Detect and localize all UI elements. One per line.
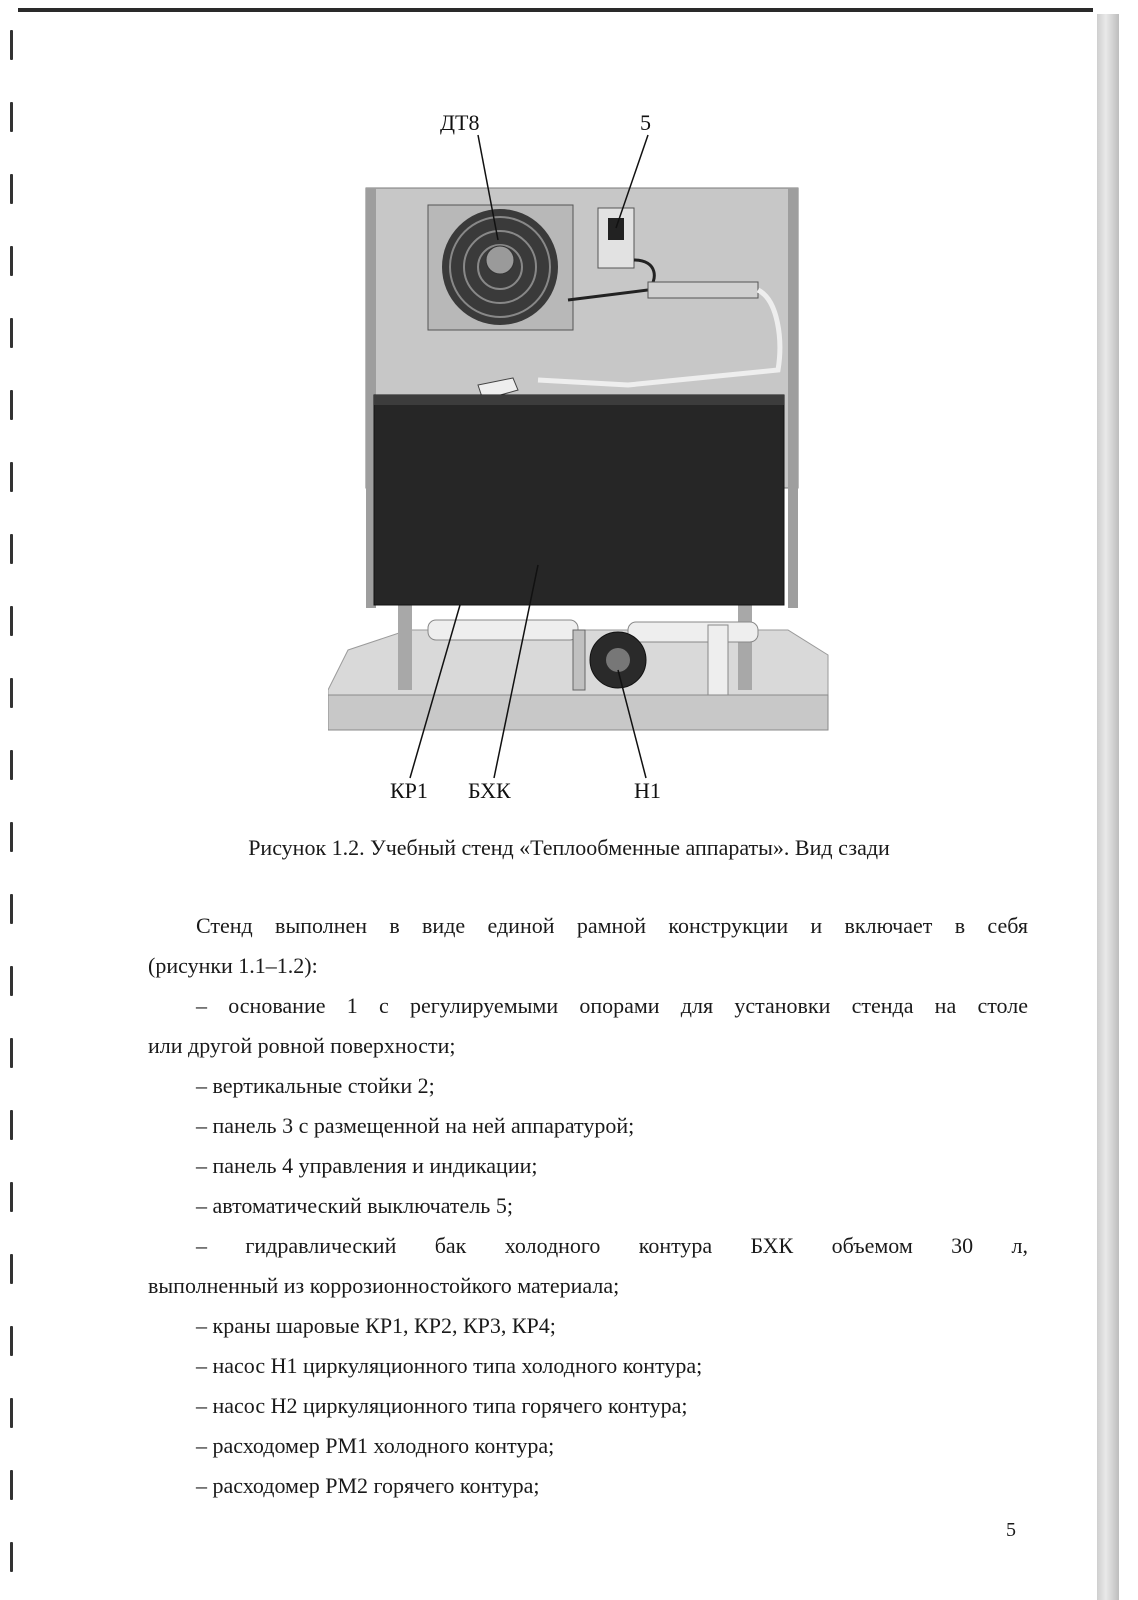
list-item-7: – краны шаровые КР1, КР2, КР3, КР4;: [196, 1313, 556, 1338]
list-item-11: – расходомер РМ2 горячего контура;: [196, 1473, 540, 1498]
list-item-1-line1: – основание 1 с регулируемыми опорами для установки стенда на столе: [196, 993, 1028, 1018]
body-text: [148, 906, 1028, 1506]
stand-photo-illustration: [328, 110, 848, 830]
list-item-6-line2: выполненный из коррозионностойкого материала;: [148, 1273, 620, 1298]
stand-figure: [328, 110, 848, 830]
list-item-1-line2: или другой ровной поверхности;: [148, 1033, 456, 1058]
list-item-8: – насос Н1 циркуляционного типа холодного контура;: [196, 1353, 703, 1378]
page-top-edge: [18, 8, 1093, 12]
page-right-edge: [1097, 14, 1119, 1600]
label-n1: Н1: [634, 778, 661, 803]
intro-line2: (рисунки 1.1–1.2):: [148, 953, 318, 978]
list-item-2: – вертикальные стойки 2;: [196, 1073, 435, 1098]
label-bhk: БХК: [468, 778, 511, 803]
list-item-6-line1: – гидравлический бак холодного контура БХК объемом 30 л,: [196, 1233, 1028, 1258]
label-dt8: ДТ8: [440, 110, 480, 135]
page-number: 5: [1006, 1519, 1016, 1541]
list-item-10: – расходомер РМ1 холодного контура;: [196, 1433, 555, 1458]
list-item-5: – автоматический выключатель 5;: [196, 1193, 513, 1218]
label-5: 5: [640, 110, 651, 135]
figure-caption: Рисунок 1.2. Учебный стенд «Теплообменные аппараты». Вид сзади: [248, 835, 890, 860]
list-item-3: – панель 3 с размещенной на ней аппаратурой;: [196, 1113, 635, 1138]
list-item-4: – панель 4 управления и индикации;: [196, 1153, 538, 1178]
binding-marks: [6, 30, 20, 1590]
intro-line1: Стенд выполнен в виде единой рамной конструкции и включает в себя: [196, 913, 1028, 938]
list-item-9: – насос Н2 циркуляционного типа горячего контура;: [196, 1393, 688, 1418]
label-kr1: КР1: [390, 778, 428, 803]
